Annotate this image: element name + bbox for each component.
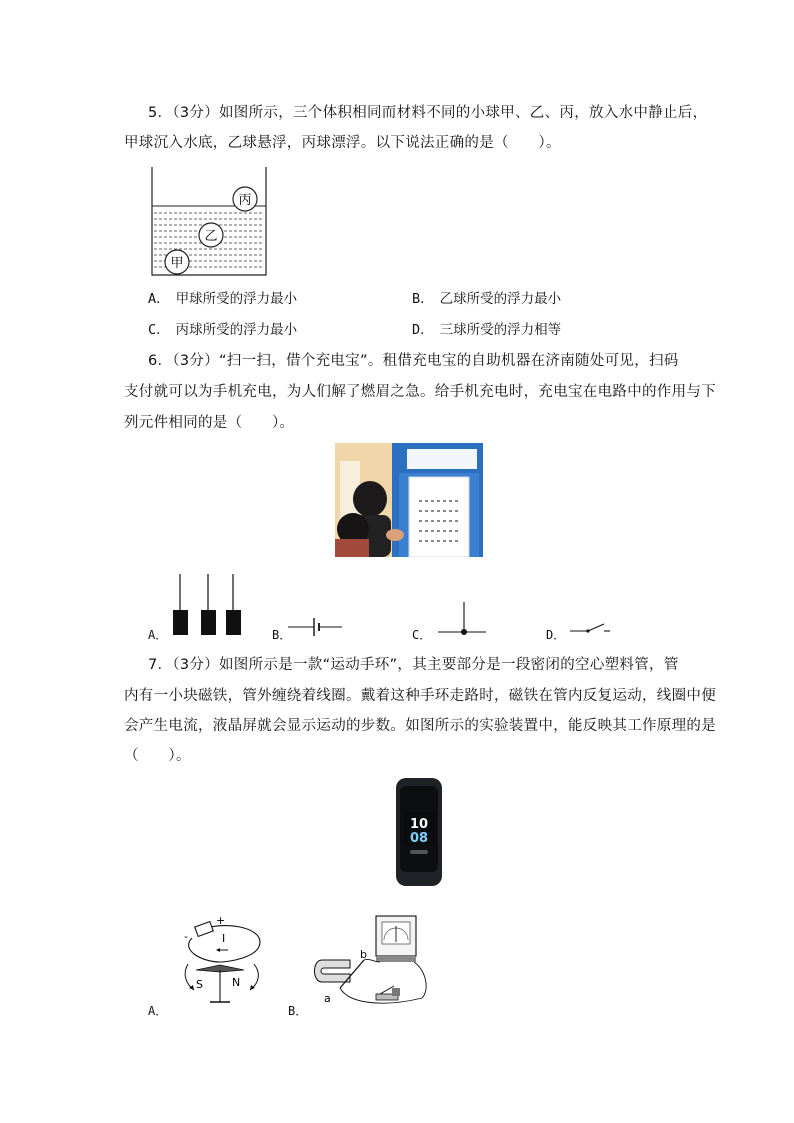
q5-option-c: C． 丙球所受的浮力最小 — [148, 322, 298, 338]
watch-minute: 08 — [409, 831, 429, 846]
q6-line-1: 6．（3分）“扫一扫，借个充电宝”。租借充电宝的自助机器在济南随处可见，扫码 — [148, 353, 679, 369]
q6-option-c-label: C． — [412, 628, 432, 642]
q7-figure-a-oersted — [172, 910, 272, 1016]
ball-c-label: 丙 — [238, 193, 252, 208]
q7-line-4: （ ）。 — [124, 748, 191, 764]
ball-a-label: 甲 — [170, 256, 184, 271]
q6-option-b-battery-symbol — [288, 614, 344, 638]
q5-line-2: 甲球沉入水底，乙球悬浮，丙球漂浮。以下说法正确的是（ ）。 — [124, 135, 561, 151]
south-label: S — [196, 978, 203, 991]
q6-option-d-label: D． — [546, 628, 566, 642]
conductor-label-b: b — [360, 948, 367, 961]
watch-hour: 10 — [409, 817, 429, 832]
q6-option-c-junction-symbol — [436, 600, 488, 640]
battery-minus: - — [184, 930, 188, 943]
q5-option-a: A． 甲球所受的浮力最小 — [148, 291, 298, 307]
q7-line-2: 内有一小块磁铁，管外缠绕着线圈。戴着这种手环走路时，磁铁在管内反复运动，线圈中便 — [124, 688, 716, 704]
q7-option-a-label: A． — [148, 1004, 168, 1018]
q7-line-3: 会产生电流，液晶屏就会显示运动的步数。如图所示的实验装置中，能反映其工作原理的是 — [124, 718, 716, 734]
conductor-label-a: a — [324, 992, 331, 1005]
q7-line-1: 7．（3分）如图所示是一款“运动手环”，其主要部分是一段密闭的空心塑料管，管 — [148, 657, 679, 673]
q5-line-1: 5．（3分）如图所示，三个体积相同而材料不同的小球甲、乙、丙，放入水中静止后， — [148, 105, 708, 121]
q6-option-a-figure — [165, 572, 245, 638]
q6-line-3: 列元件相同的是（ ）。 — [124, 415, 295, 431]
q5-beaker-figure — [148, 165, 273, 280]
q5-option-d: D． 三球所受的浮力相等 — [412, 322, 562, 338]
q7-option-b-label: B． — [288, 1004, 308, 1018]
q7-sports-band-image — [392, 778, 448, 888]
q6-line-2: 支付就可以为手机充电，为人们解了燃眉之急。给手机充电时，充电宝在电路中的作用与下 — [124, 384, 716, 400]
ball-b-label: 乙 — [204, 229, 218, 244]
north-label: N — [232, 976, 241, 989]
q6-option-a-label: A． — [148, 628, 168, 642]
q6-option-d-switch-symbol — [568, 616, 612, 638]
battery-plus: + — [216, 914, 226, 927]
q5-option-b: B． 乙球所受的浮力最小 — [412, 291, 562, 307]
current-label: I — [222, 932, 226, 945]
q7-figure-b-induction — [310, 910, 430, 1016]
q6-option-b-label: B． — [272, 628, 292, 642]
q6-kiosk-photo — [335, 443, 483, 557]
